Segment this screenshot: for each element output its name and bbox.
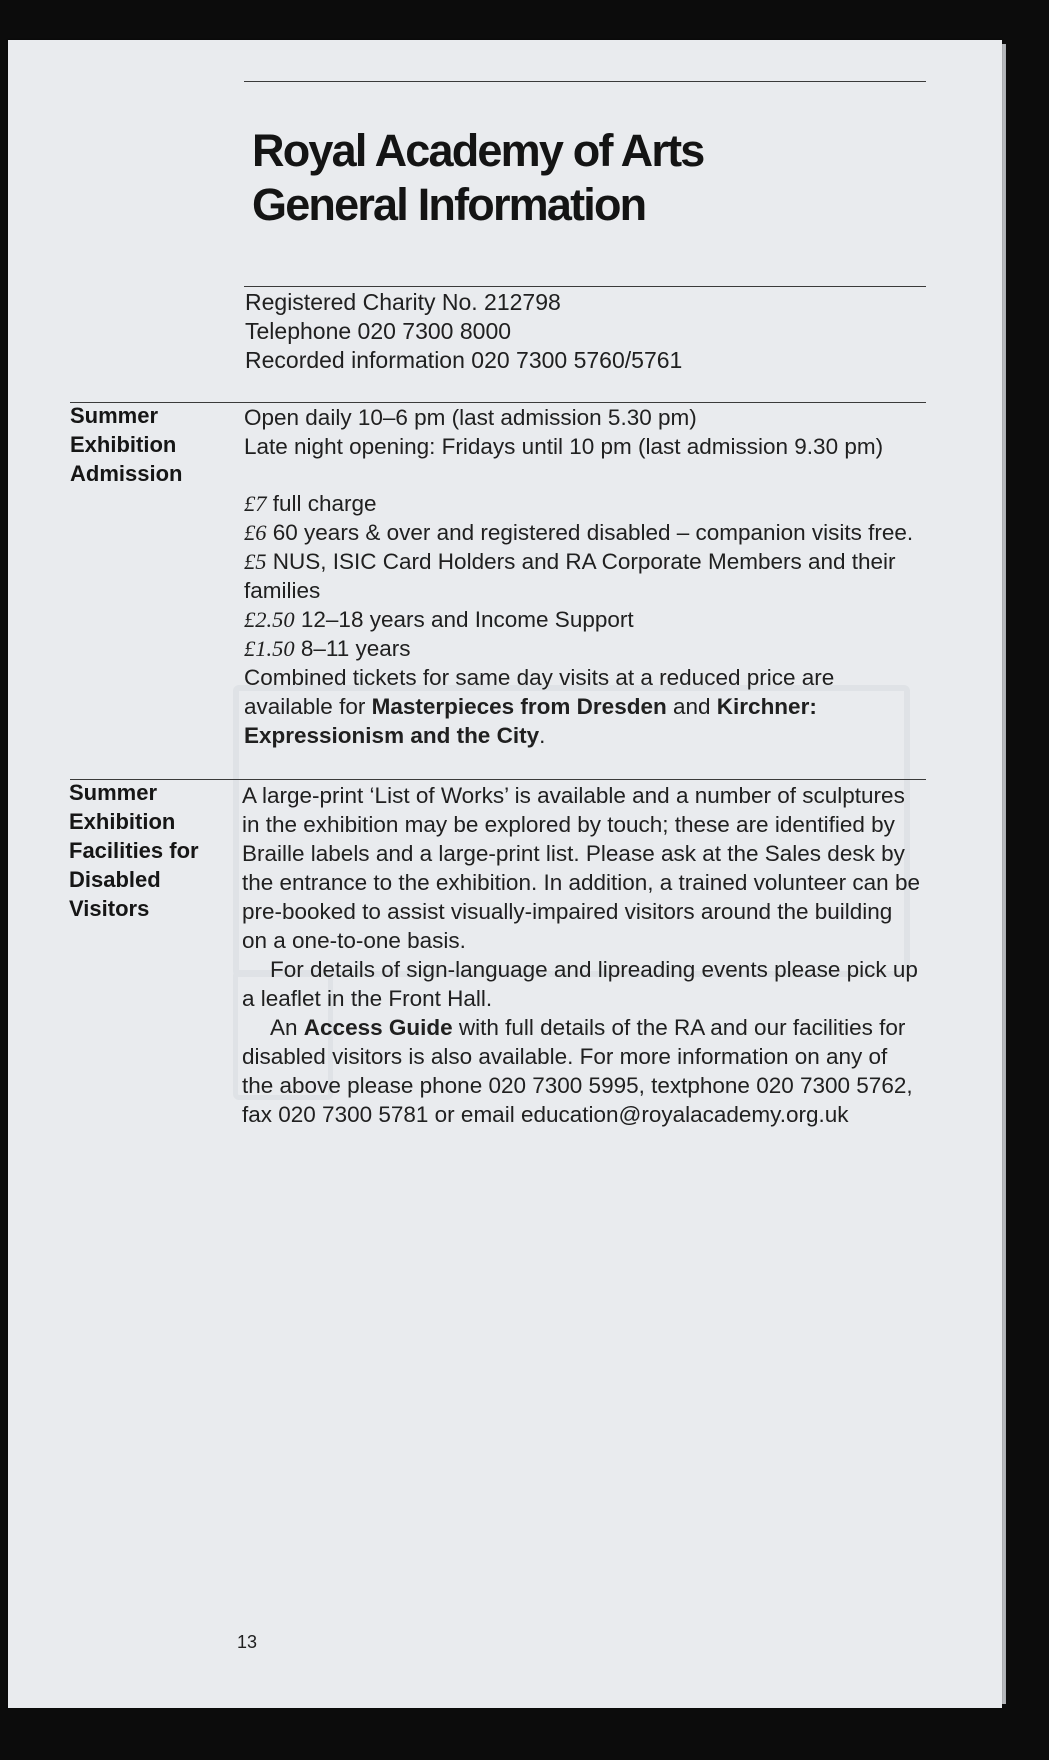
late-night-hours: Late night opening: Fridays until 10 pm (last admission 9.30 pm) (244, 434, 884, 459)
combined-tickets (244, 663, 924, 750)
contact-block (245, 288, 925, 375)
price-student (244, 547, 924, 605)
admission-label: Summer Exhibition Admission (70, 403, 183, 486)
price-description: NUS, ISIC Card Holders and RA Corporate Members and their families (244, 549, 896, 603)
telephone: Telephone 020 7300 8000 (245, 318, 512, 344)
price-child (244, 634, 924, 663)
opening-hours: Open daily 10–6 pm (last admission 5.30 pm) (244, 405, 697, 430)
exhibition-dresden: Masterpieces from Dresden (371, 694, 667, 719)
price-description: 8–11 years (300, 636, 411, 661)
price-description: full charge (272, 491, 377, 516)
recorded-information: Recorded information 020 7300 5760/5761 (245, 347, 683, 373)
facilities-paragraph-3 (242, 1013, 922, 1129)
spacer (244, 461, 924, 489)
title-line-1: Royal Academy of Arts (252, 125, 704, 176)
facilities-paragraph-2: For details of sign-language and lipreading events please pick up a leaflet in the Front Hall. (242, 957, 918, 1011)
combined-intro: Combined tickets for same day visits at a reduced price are available for (244, 665, 835, 719)
admission-body (244, 403, 924, 750)
exhibition-kirchner: Kirchner: Expressionism and the City (244, 694, 817, 748)
price-description: 60 years & over and registered disabled – companion visits free. (272, 520, 914, 545)
facilities-body (242, 781, 922, 1129)
access-guide-details: with full details of the RA and our facilities for disabled visitors is also available. For more information on any of the above please phone 020 7300 5995, textphone 020 7300 5762, fax 020 7300 5781 or email education@royalacademy.org.uk (242, 1015, 913, 1127)
combined-and: and (672, 694, 711, 719)
page-title (252, 124, 952, 232)
facilities-paragraph-1: A large-print ‘List of Works’ is available and a number of sculptures in the exhibition may be explored by touch; these are identified by Braille labels and a large-print list. Please ask at the Sales desk by the entrance to the exhibition. In addition, a trained volunteer can be pre-booked to assist visually-impaired visitors around the building on a one-to-one basis. (242, 783, 920, 953)
price-description: 12–18 years and Income Support (300, 607, 634, 632)
document-page (8, 40, 1002, 1708)
price-amount: £5 (244, 549, 267, 574)
price-amount: £6 (244, 520, 267, 545)
facilities-label: Summer Exhibition Facilities for Disabled Visitors (69, 780, 199, 921)
price-amount: £7 (244, 491, 267, 516)
title-line-2: General Information (252, 179, 646, 230)
price-youth (244, 605, 924, 634)
page-number: 13 (237, 1632, 258, 1652)
access-guide: Access Guide (303, 1015, 453, 1040)
price-full (244, 489, 924, 518)
contact-rule (244, 286, 926, 287)
price-amount: £1.50 (244, 636, 295, 661)
access-guide-intro: An (270, 1015, 298, 1040)
combined-end: . (539, 723, 546, 748)
top-rule (244, 81, 926, 82)
price-amount: £2.50 (244, 607, 295, 632)
charity-number: Registered Charity No. 212798 (245, 289, 561, 315)
price-senior (244, 518, 924, 547)
